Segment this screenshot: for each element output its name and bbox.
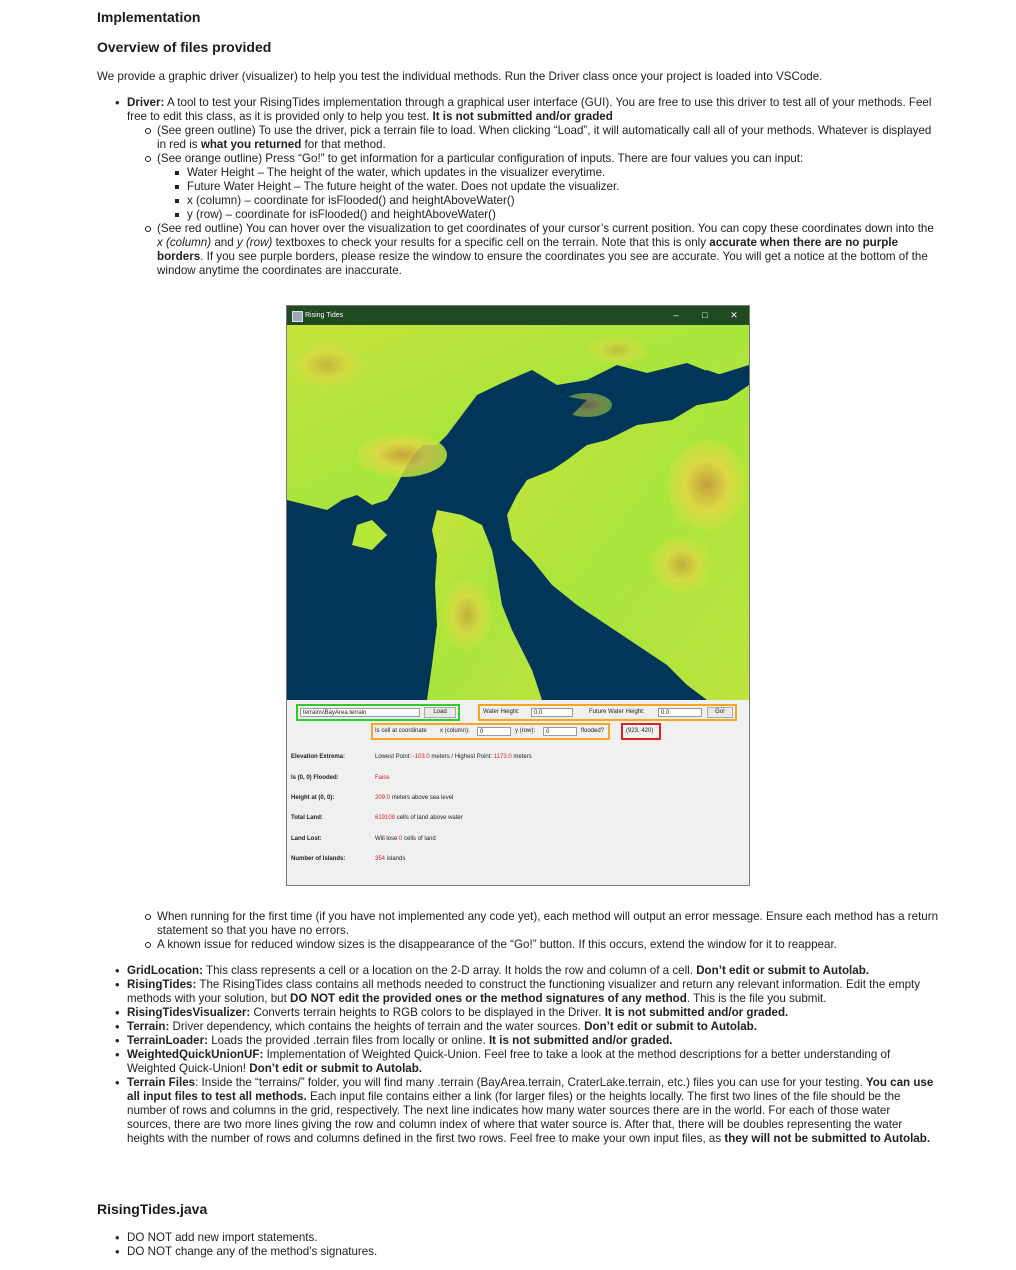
cursor-coordinates: (923, 420) (626, 728, 654, 734)
land-lost-label: Land Lost: (291, 836, 322, 842)
elevation-label: Elevation Extrema: (291, 754, 346, 760)
close-icon[interactable]: ✕ (730, 310, 738, 320)
list-item-wquf: • WeightedQuickUnionUF: Implementation of Weighted Quick-Union. Feel free to take a look at the method descriptions for a better understanding of Weighted Quick-Union! Don’t edit or submit to Autolab. (97, 1048, 937, 1076)
is-cell-label: Is cell at coordinate (375, 728, 427, 734)
load-button[interactable]: Load (424, 707, 456, 718)
y-label: y (row): (515, 728, 535, 734)
heading-implementation: Implementation (97, 9, 201, 25)
water-height-input[interactable]: 0.0 (531, 708, 573, 717)
flooded-label: flooded? (581, 728, 605, 734)
list-item-orange: (See orange outline) Press “Go!” to get information for a particular configuration of inputs. There are four values you can input: Water Height – The height of the water, which updates in the visualizer everytime. Future Water Height – The future height of the water. Does not update the visualizer. x (column) – coordinate for isFlooded() and heightAboveWater() y (row) – coordinate for isFlooded() and heightAboveWater() (127, 152, 937, 222)
intro-paragraph: We provide a graphic driver (visualizer) to help you test the individual methods. Run the Driver class once your project is loaded into VSCode. (97, 70, 823, 83)
list-item: x (column) – coordinate for isFlooded() and heightAboveWater() (157, 194, 937, 208)
go-button[interactable]: Go! (707, 707, 733, 718)
list-item-driver: • Driver: A tool to test your RisingTides implementation through a graphical user interface (GUI). You are free to use this driver to test all of your methods. Feel free to edit this class, as it is provided only to help you test. It is not submitted and/or graded (See green outline) To use the driver, pick a terrain file to load. When clicking “Load”, it will automatically call all of your methods. Whatever is displayed in red is what you returned for that method. (See orange outline) Press “Go!” to get information for a particular configuration of inputs. There are four values you can input: Water Height – The height of the water, which updates in the visualizer everytime. Future Water Height – The future height of the water. Does not update the visualizer. x (column) – coordinate for isFlooded() and heightAboveWater() y (row) – coordinate for isFlooded() and heightAboveWater() (See red outline) You can hover over the visualization to get coordinates of your cursor’s current position. You can copy these coordinates down into the x (column) and y (row) textboxes to check your results for a specific cell on the terrain. Note that this is only accurate when there are no purple borders. If you see purple borders, please resize the window to ensure the coordinates you see are accurate. You will get a notice at the bottom of the window anytime the coordinates are inaccurate. (97, 96, 937, 278)
list-item: y (row) – coordinate for isFlooded() and heightAboveWater() (157, 208, 937, 222)
y-input[interactable]: 0 (543, 727, 577, 736)
app-icon (292, 311, 303, 322)
rules-list (97, 1231, 937, 1259)
driver-notes-list (97, 910, 967, 952)
list-item: Water Height – The height of the water, which updates in the visualizer everytime. (157, 166, 937, 180)
list-item-gridlocation: • GridLocation: This class represents a cell or a location on the 2-D array. It holds the row and column of a cell. Don’t edit or submit to Autolab. (97, 964, 937, 978)
flooded-zero-label: Is (0, 0) Flooded: (291, 775, 339, 781)
list-item-risingtides: • RisingTides: The RisingTides class contains all methods needed to construct the functioning visualizer and return any relevant information. Edit the empty methods with your solution, but DO NOT edit the provided ones or the method signatures of any method. This is the file you submit. (97, 978, 937, 1006)
heading-risingtides-java: RisingTides.java (97, 1201, 208, 1217)
files-list (97, 964, 937, 1146)
driver-sublist (127, 124, 937, 278)
app-window (286, 305, 750, 886)
list-item: • DO NOT add new import statements. (97, 1231, 937, 1245)
land-lost-value: Will lose 0 cells of land (375, 836, 436, 842)
control-panel (287, 700, 749, 885)
terrain-map[interactable] (287, 325, 749, 700)
heading-overview: Overview of files provided (97, 39, 272, 55)
list-item-visualizer: • RisingTidesVisualizer: Converts terrain heights to RGB colors to be displayed in the Driver. It is not submitted and/or graded. (97, 1006, 937, 1020)
list-item-green: (See green outline) To use the driver, pick a terrain file to load. When clicking “Load”, it will automatically call all of your methods. Whatever is displayed in red is what you returned for that method. (127, 124, 937, 152)
islands-value: 354 islands (375, 856, 406, 862)
list-item-terrain: • Terrain: Driver dependency, which contains the heights of terrain and the water sources. Don’t edit or submit to Autolab. (97, 1020, 937, 1034)
list-item-terrain-files: • Terrain Files: Inside the “terrains/” folder, you will find many .terrain (BayArea.terrain, CraterLake.terrain, etc.) files you can use for your testing. You can use all input files to test all methods. Each input file contains either a link (for larger files) or the heights locally. The first two lines of the file should be the number of rows and columns in the grid, respectively. The next line indicates how many water sources there are in the world. For each of those water sources, there are two more lines giving the row and column index of where that water source is. After that, there will be doubles representing the water heights with the number of rows and columns defined in the first two rows. Feel free to make your own input files, as they will not be submitted to Autolab. (97, 1076, 937, 1146)
future-height-input[interactable]: 0.0 (658, 708, 702, 717)
list-item-red: (See red outline) You can hover over the visualization to get coordinates of your cursor’s current position. You can copy these coordinates down into the x (column) and y (row) textboxes to check your results for a specific cell on the terrain. Note that this is only accurate when there are no purple borders. If you see purple borders, please resize the window to ensure the coordinates you see are accurate. You will get a notice at the bottom of the window anytime the coordinates are inaccurate. (127, 222, 937, 278)
height-zero-value: 209.0 meters above sea level (375, 795, 454, 801)
terrain-select[interactable]: terrains\BayArea.terrain (300, 708, 420, 717)
terrain-visualization[interactable] (287, 325, 749, 700)
inputs-list (157, 166, 937, 222)
minimize-icon[interactable]: – (673, 310, 679, 320)
x-label: x (column): (440, 728, 470, 734)
title-bar (287, 306, 749, 325)
total-land-label: Total Land: (291, 815, 323, 821)
height-zero-label: Height at (0, 0): (291, 795, 335, 801)
list-item: Future Water Height – The future height of the water. Does not update the visualizer. (157, 180, 937, 194)
future-height-label: Future Water Height: (589, 709, 645, 715)
window-title: Rising Tides (305, 312, 344, 319)
list-item: • DO NOT change any of the method’s signatures. (97, 1245, 937, 1259)
elevation-values: Lowest Point: -103.0 meters / Highest Point: 1173.0 meters (375, 754, 532, 760)
x-input[interactable]: 0 (477, 727, 511, 736)
driver-list (97, 96, 937, 278)
maximize-icon[interactable]: □ (702, 310, 708, 320)
water-height-label: Water Height: (483, 709, 520, 715)
list-item: When running for the first time (if you have not implemented any code yet), each method will output an error message. Ensure each method has a return statement so that you have no errors. (127, 910, 967, 938)
total-land-value: 619108 cells of land above water (375, 815, 463, 821)
islands-label: Number of Islands: (291, 856, 346, 862)
list-item: A known issue for reduced window sizes is the disappearance of the “Go!” button. If this occurs, extend the window for it to reappear. (127, 938, 967, 952)
flooded-zero-value: False (375, 775, 390, 781)
list-item-terrainloader: • TerrainLoader: Loads the provided .terrain files from locally or online. It is not submitted and/or graded. (97, 1034, 937, 1048)
